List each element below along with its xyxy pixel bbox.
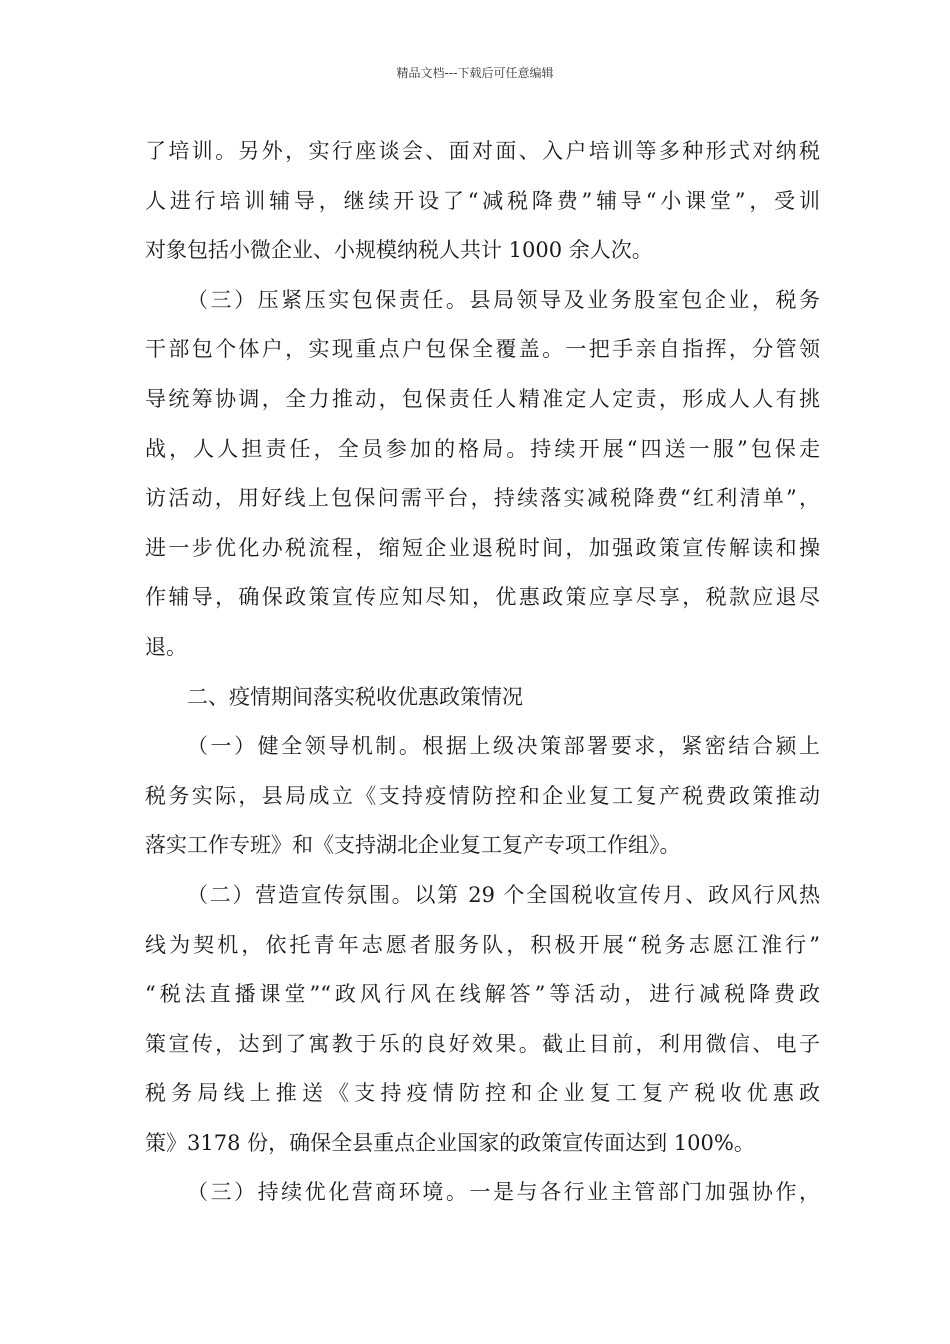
text-line: 导统筹协调，全力推动，包保责任人精准定人定责，形成人人有挑: [145, 386, 820, 411]
text-line: 策宣传，达到了寓教于乐的良好效果。截止目前，利用微信、电子: [145, 1031, 820, 1056]
text-line: 税务局线上推送《支持疫情防控和企业复工复产税收优惠政: [145, 1081, 820, 1106]
paragraph-start-line: （三）持续优化营商环境。一是与各行业主管部门加强协作，: [187, 1180, 820, 1205]
text-line: 落实工作专班》和《支持湖北企业复工复产专项工作组》。: [145, 833, 681, 858]
text-line: 干部包个体户，实现重点户包保全覆盖。一把手亲自指挥，分管领: [145, 337, 820, 362]
paragraph-start-line: （三）压紧压实包保责任。县局领导及业务股室包企业，税务: [187, 287, 820, 312]
text-line: 线为契机，依托青年志愿者服务队，积极开展“税务志愿江淮行”: [145, 932, 820, 957]
paragraph-start-line: （二）营造宣传氛围。以第 29 个全国税收宣传月、政风行风热: [187, 882, 820, 907]
section-heading: 二、疫情期间落实税收优惠政策情况: [187, 684, 523, 709]
paragraph-start-line: （一）健全领导机制。根据上级决策部署要求，紧密结合颍上: [187, 734, 820, 759]
text-line: 对象包括小微企业、小规模纳税人共计 1000 余人次。: [145, 238, 653, 263]
text-line: 访活动，用好线上包保问需平台，持续落实减税降费“红利清单”，: [145, 486, 820, 511]
text-line: 进一步优化办税流程，缩短企业退税时间，加强政策宣传解读和操: [145, 535, 820, 560]
text-line: 税务实际，县局成立《支持疫情防控和企业复工复产税费政策推动: [145, 783, 820, 808]
text-line: 战，人人担责任，全员参加的格局。持续开展“四送一服”包保走: [145, 436, 820, 461]
text-line: 作辅导，确保政策宣传应知尽知，优惠政策应享尽享，税款应退尽: [145, 585, 820, 610]
text-line: 退。: [145, 634, 187, 659]
page-header: 精品文档---下载后可任意编辑: [396, 66, 554, 80]
text-line: 人进行培训辅导，继续开设了“减税降费”辅导“小课堂”，受训: [145, 188, 820, 213]
text-line: 策》3178 份，确保全县重点企业国家的政策宣传面达到 100%。: [145, 1130, 755, 1155]
text-line: 了培训。另外，实行座谈会、面对面、入户培训等多种形式对纳税: [145, 139, 820, 163]
text-line: “税法直播课堂”“政风行风在线解答”等活动，进行减税降费政: [145, 982, 820, 1007]
document-body: [145, 127, 820, 1218]
